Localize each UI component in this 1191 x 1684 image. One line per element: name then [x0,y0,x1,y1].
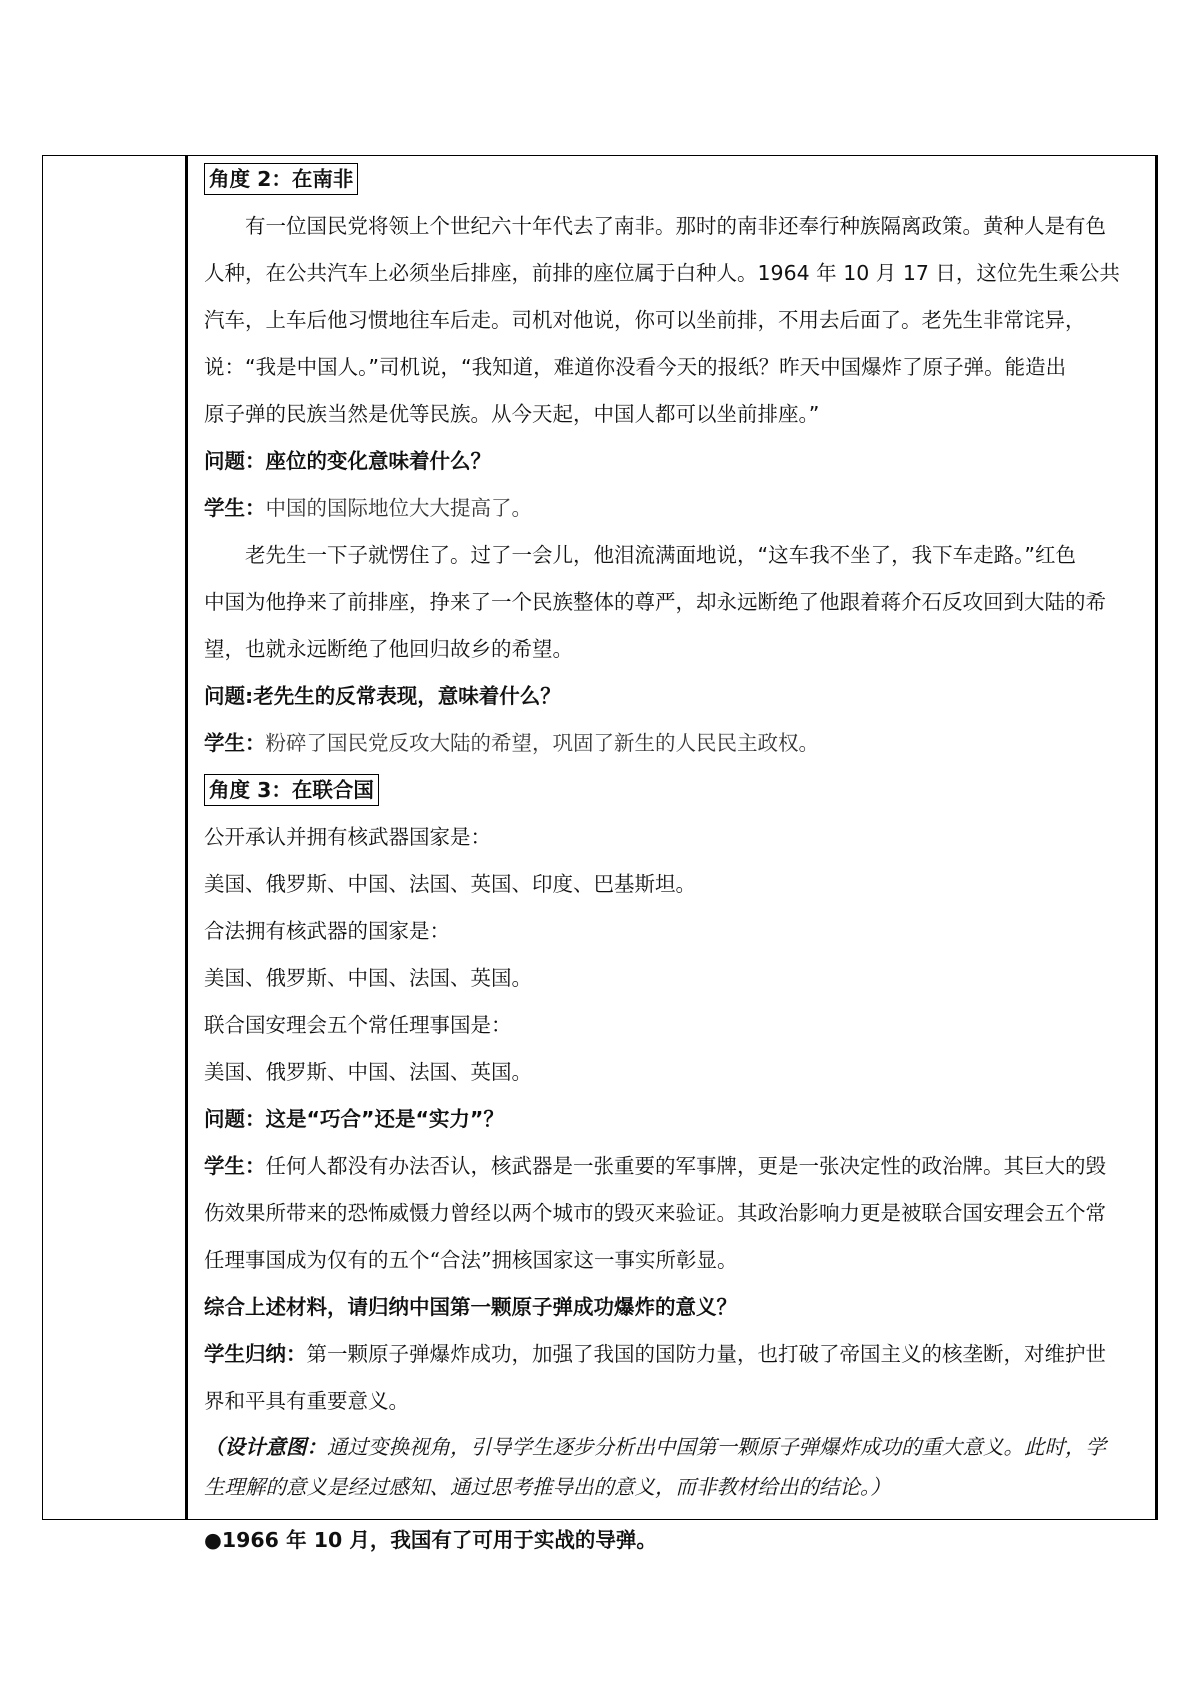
story-line: 原子弹的民族当然是优等民族。从今天起，中国人都可以坐前排座。” [204,402,820,426]
bullet-icon: ● [204,1528,222,1552]
missile-line [204,1517,1144,1564]
question-1 [204,438,1144,485]
answer-1-label: 学生： [204,496,266,520]
answer-3-line: 任理事国成为仅有的五个“合法”拥核国家这一事实所彰显。 [204,1248,738,1272]
angle2-heading: 角度 2：在南非 [204,163,358,195]
nuclear-line: 合法拥有核武器的国家是： [204,919,450,943]
story-line: 人种，在公共汽车上必须坐后排座，前排的座位属于白种人。1964 年 10 月 17 日，这位先生乘公共 [204,261,1120,285]
design-intent-text: 通过变换视角，引导学生逐步分析出中国第一颗原子弹爆炸成功的重大意义。此时，学 [327,1435,1106,1459]
summary-answer-label: 学生归纳： [204,1342,307,1366]
table-right-border [1155,156,1158,1519]
summary-answer-line [204,1331,1144,1378]
design-intent-line [204,1427,1144,1467]
story-line: 有一位国民党将领上个世纪六十年代去了南非。那时的南非还奉行种族隔离政策。黄种人是有色 [245,214,1106,238]
summary-question: 综合上述材料，请归纳中国第一颗原子弹成功爆炸的意义？ [204,1295,737,1319]
nuclear-line: 联合国安理会五个常任理事国是： [204,1013,512,1037]
nuclear-line: 美国、俄罗斯、中国、法国、英国、印度、巴基斯坦。 [204,872,696,896]
summary-answer-line: 界和平具有重要意义。 [204,1389,409,1413]
answer-2-label: 学生： [204,731,266,755]
answer-3-line [204,1143,1144,1190]
answer-1-text: 中国的国际地位大大提高了。 [265,496,532,520]
table-left-column [42,156,188,1519]
question-1-text: 座位的变化意味着什么？ [265,449,491,473]
design-intent-label: （设计意图： [204,1435,327,1459]
lesson-table [42,155,1158,1552]
story2-line: 中国为他挣来了前排座，挣来了一个民族整体的尊严，却永远断绝了他跟着蒋介石反攻回到大陆的希 [204,590,1106,614]
answer-1 [204,485,1144,532]
answer-2-text: 粉碎了国民党反攻大陆的希望，巩固了新生的人民民主政权。 [265,731,819,755]
nuclear-line: 美国、俄罗斯、中国、法国、英国。 [204,1060,532,1084]
table-content-cell [204,156,1144,1564]
story-line: 说：“我是中国人。”司机说，“我知道，难道你没看今天的报纸？昨天中国爆炸了原子弹。能造出 [204,355,1067,379]
angle3-heading: 角度 3：在联合国 [204,774,379,806]
answer-3-text: 任何人都没有办法否认，核武器是一张重要的军事牌，更是一张决定性的政治牌。其巨大的毁 [265,1154,1106,1178]
story-line: 汽车，上车后他习惯地往车后走。司机对他说，你可以坐前排，不用去后面了。老先生非常诧异， [204,308,1086,332]
question-3: 问题：这是“巧合”还是“实力”？ [204,1107,504,1131]
summary-answer-text: 第一颗原子弹爆炸成功，加强了我国的国防力量，也打破了帝国主义的核垄断，对维护世 [306,1342,1106,1366]
story2-line: 老先生一下子就愣住了。过了一会儿，他泪流满面地说，“这车我不坐了，我下车走路。”红色 [245,543,1076,567]
nuclear-line: 公开承认并拥有核武器国家是： [204,825,491,849]
design-intent-line: 生理解的意义是经过感知、通过思考推导出的意义，而非教材给出的结论。） [204,1475,891,1499]
question-2: 问题:老先生的反常表现，意味着什么？ [204,684,561,708]
story2-line: 望，也就永远断绝了他回归故乡的希望。 [204,637,573,661]
answer-2 [204,720,1144,767]
question-1-label: 问题： [204,449,266,473]
missile-text: 1966 年 10 月，我国有了可用于实战的导弹。 [221,1528,657,1552]
answer-3-line: 伤效果所带来的恐怖威慑力曾经以两个城市的毁灭来验证。其政治影响力更是被联合国安理会五个常 [204,1201,1106,1225]
nuclear-line: 美国、俄罗斯、中国、法国、英国。 [204,966,532,990]
answer-3-label: 学生： [204,1154,266,1178]
